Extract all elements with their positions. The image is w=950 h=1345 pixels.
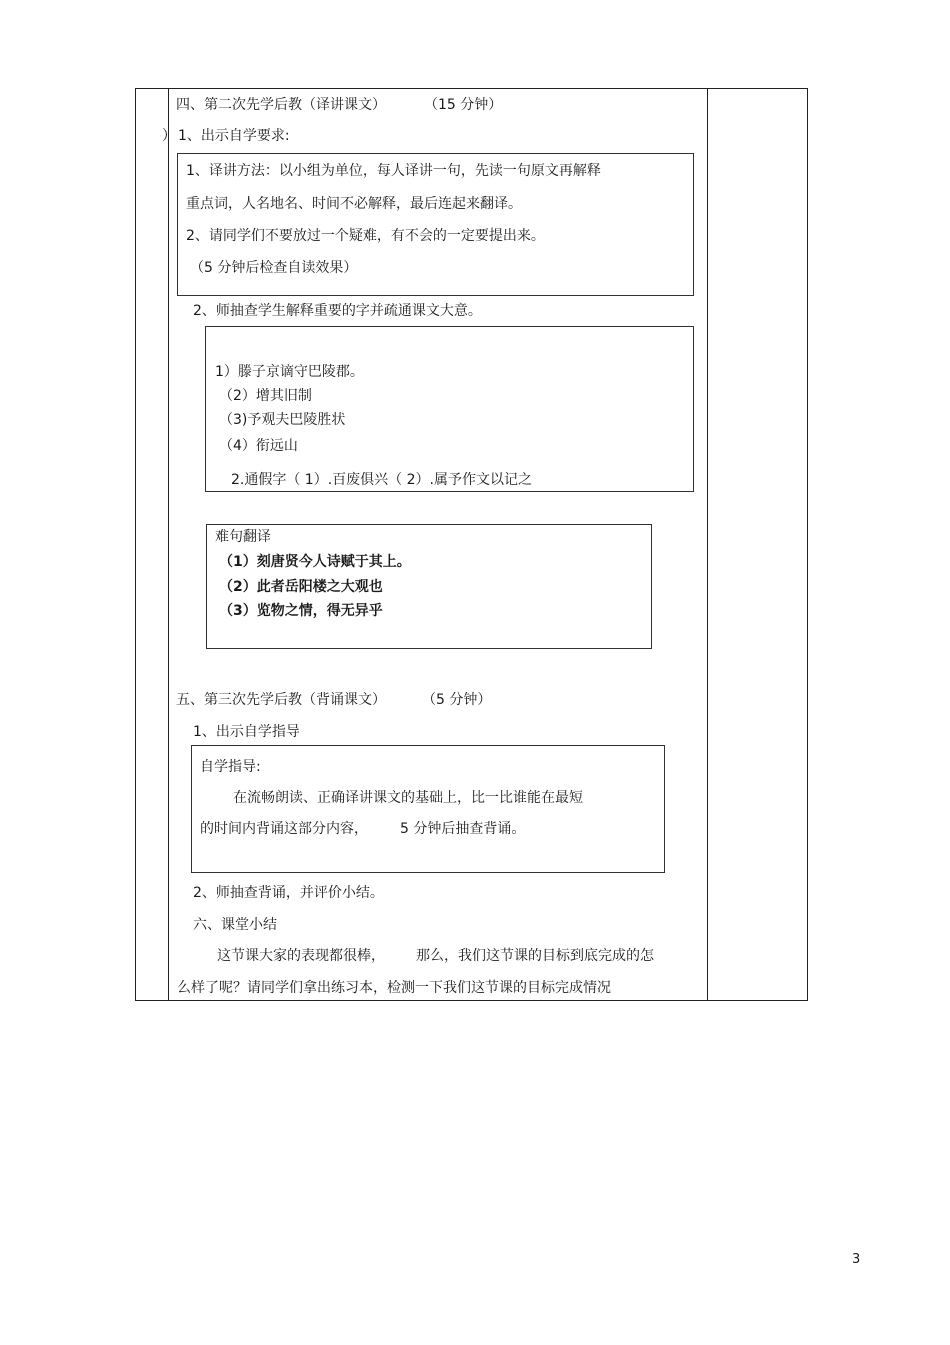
difficult-sentences-title: 难句翻译 [215, 529, 271, 545]
interchangeable-characters: 2.通假字（ 1）.百废俱兴（ 2）.属予作文以记之 [231, 472, 532, 488]
requirements-line-2: 重点词，人名地名、时间不必解释，最后连起来翻译。 [186, 196, 522, 212]
requirements-line-4: （5 分钟后检查自读效果） [190, 260, 358, 276]
difficult-sentences-box [206, 524, 652, 649]
table-right-border [807, 88, 808, 1001]
section5-item1: 1、出示自学指导 [193, 724, 300, 740]
section4-item2: 2、师抽查学生解释重要的字并疏通课文大意。 [193, 303, 482, 319]
key-word-3: （3)予观夫巴陵胜状 [219, 412, 346, 428]
section4-duration: （15 分钟） [424, 97, 503, 113]
section5-duration: （5 分钟） [422, 692, 492, 708]
self-study-requirements-box [177, 153, 694, 296]
key-word-2: （2）增其旧制 [219, 388, 312, 404]
guidance-line-1: 在流畅朗读、正确译讲课文的基础上，比一比谁能在最短 [233, 790, 583, 806]
guidance-line-2a: 的时间内背诵这部分内容， [200, 821, 368, 837]
self-study-guidance-box [191, 745, 665, 873]
summary-line-1a: 这节课大家的表现都很棒， [217, 948, 385, 964]
difficult-sentence-3: （3）览物之情，得无异乎 [219, 603, 383, 619]
difficult-sentence-2: （2）此者岳阳楼之大观也 [219, 579, 383, 595]
requirements-line-1: 1、译讲方法：以小组为单位，每人译讲一句，先读一句原文再解释 [186, 163, 601, 179]
summary-line-1b: 那么，我们这节课的目标到底完成的怎 [416, 948, 654, 964]
guidance-line-2b: 5 分钟后抽查背诵。 [400, 821, 526, 837]
section6-heading: 六、课堂小结 [193, 917, 277, 933]
section5-heading: 五、第三次先学后教（背诵课文） [176, 692, 386, 708]
key-word-4: （4）衔远山 [219, 438, 298, 454]
section4-item1: 1、出示自学要求: [178, 128, 290, 144]
stray-bracket-mark: ） [162, 128, 176, 144]
page-number: 3 [852, 1252, 861, 1267]
summary-line-2: 么样了呢？请同学们拿出练习本，检测一下我们这节课的目标完成情况 [177, 980, 611, 996]
requirements-line-3: 2、请同学们不要放过一个疑难，有不会的一定要提出来。 [186, 228, 545, 244]
table-column-divider-right [707, 88, 708, 1001]
key-word-1: 1）滕子京谪守巴陵郡。 [215, 364, 364, 380]
key-words-box [205, 326, 694, 492]
difficult-sentence-1: （1）刻唐贤今人诗赋于其上。 [219, 554, 411, 570]
table-column-divider-left [168, 88, 169, 1001]
guidance-title: 自学指导: [200, 759, 261, 775]
table-left-border [135, 88, 136, 1001]
section5-item2: 2、师抽查背诵，并评价小结。 [193, 885, 384, 901]
section4-heading: 四、第二次先学后教（译讲课文） [176, 97, 386, 113]
